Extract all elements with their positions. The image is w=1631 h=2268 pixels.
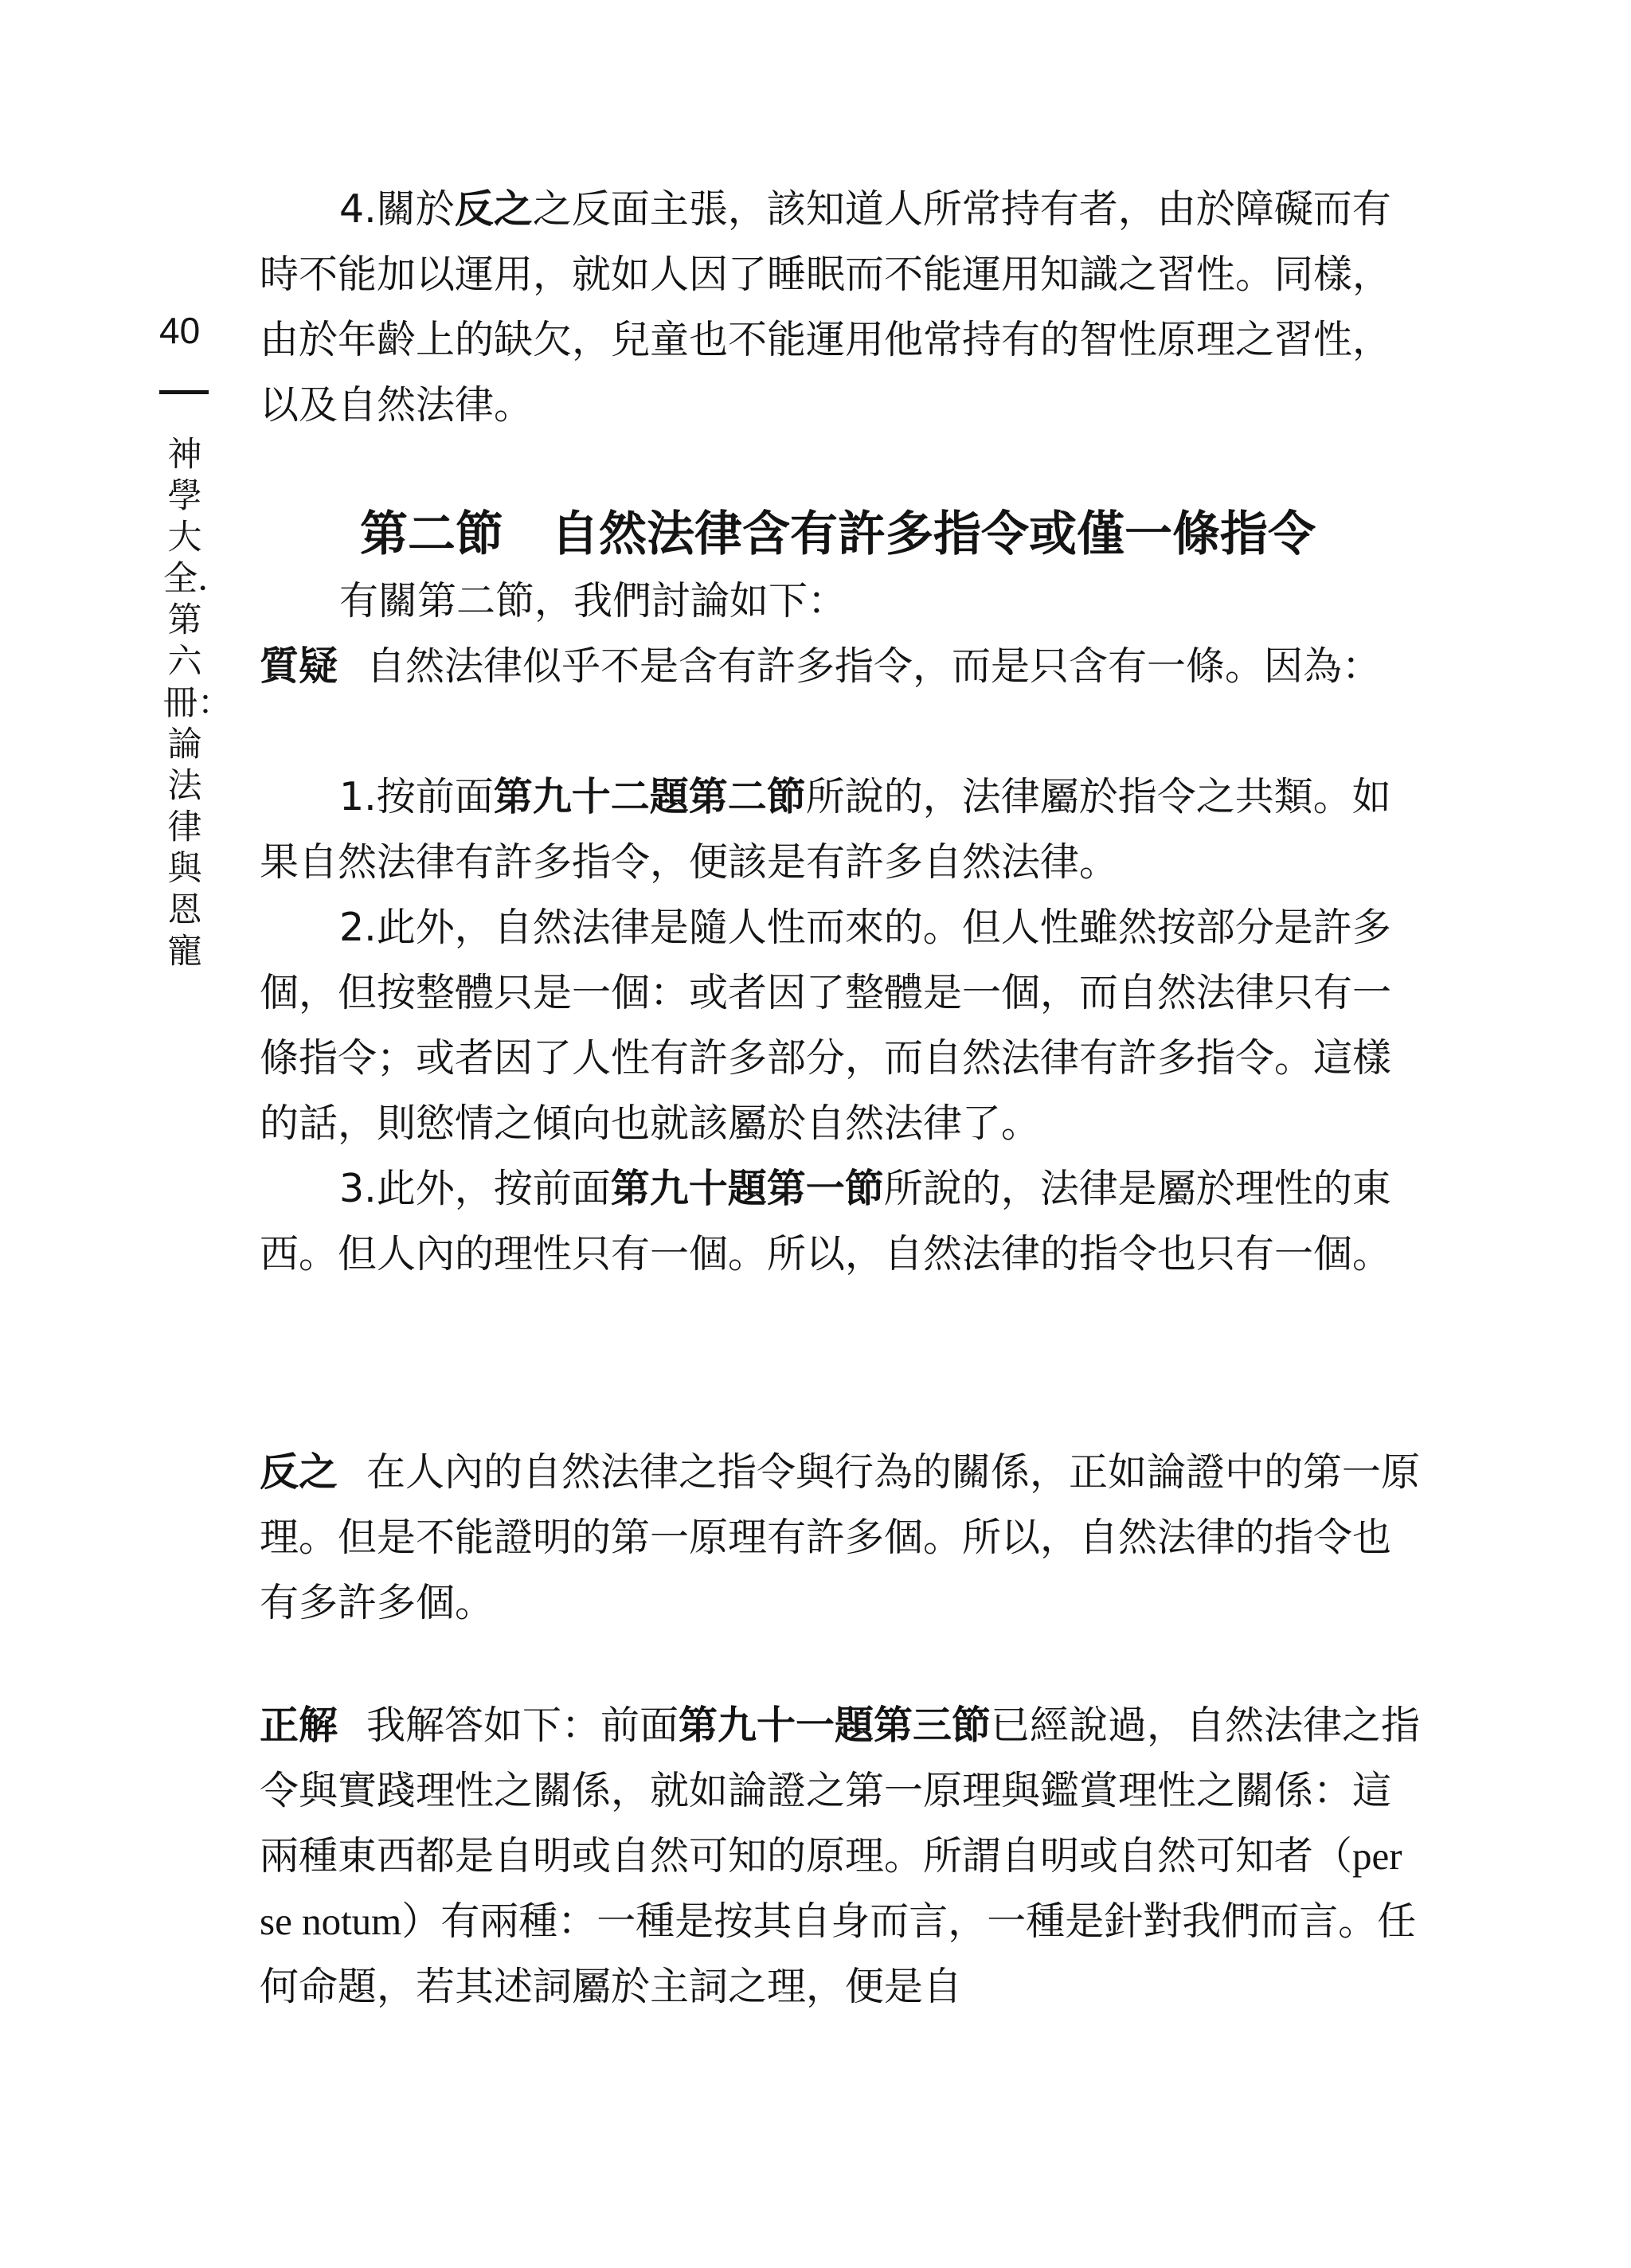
objection-3-rest: 所說的，法律是屬於理性的東西。但人內的理性只有一個。所以，自然法律的指令也只有一個。 [260, 1166, 1392, 1277]
answer-latin-term: per se notum [260, 1834, 1402, 1943]
section-heading [360, 502, 1427, 567]
paragraph-1-rest: 之反面主張，該知道人所常持有者，由於障礙而有時不能加以運用，就如人因了睡眠而不能運用知識之習性。同樣，由於年齡上的缺欠，兒童也不能運用他常持有的智性原理之習性，以及自然法律。 [260, 186, 1392, 428]
answer-lead: 我解答如下：前面 [366, 1703, 679, 1748]
running-title: 神學大全．第六冊：論法律與恩寵 [163, 435, 232, 972]
objection-3 [260, 1156, 1422, 1287]
section-intro [260, 569, 1422, 634]
objection-1-lead: 1.按前面 [339, 774, 494, 819]
objection-3-ref: 第九十題第一節 [610, 1166, 884, 1211]
objection-2 [260, 895, 1422, 1156]
answer-ref: 第九十一題第三節 [679, 1703, 992, 1748]
objection-paragraph [260, 634, 1422, 699]
objection-3-lead: 3.此外，按前面 [339, 1166, 611, 1211]
page-number: 40 [159, 310, 201, 351]
objection-1 [260, 764, 1422, 895]
contra-paragraph [260, 1440, 1422, 1636]
objection-label: 質疑 [260, 643, 338, 689]
contra-text: 在人內的自然法律之指令與行為的關係，正如論證中的第一原理。但是不能證明的第一原理有許多個。所以，自然法律的指令也有多許多個。 [260, 1449, 1421, 1625]
answer-paragraph [260, 1693, 1422, 2020]
objection-text: 自然法律似乎不是含有許多指令，而是只含有一條。因為： [366, 643, 1382, 689]
section-title: 自然法律含有許多指令或僅一條指令 [551, 506, 1316, 562]
paragraph-1-emph: 反之 [454, 186, 533, 232]
contra-label: 反之 [260, 1449, 338, 1495]
answer-mid: 已經說過，自然法律之指令與實踐理性之關係，就如論證之第一原理與鑑賞理性之關係：這兩種東西都是自明或自然可知的原理。所謂自明或自然可知者（ [260, 1703, 1421, 1879]
section-intro-text: 有關第二節，我們討論如下： [339, 578, 847, 624]
objection-1-ref: 第九十二題第二節 [493, 774, 806, 819]
section-number: 第二節 [360, 506, 503, 562]
objection-1-rest: 所說的，法律屬於指令之共類。如果自然法律有許多指令，便該是有許多自然法律。 [260, 774, 1391, 885]
answer-label: 正解 [260, 1703, 338, 1748]
margin-rule [159, 390, 209, 394]
paragraph-1-lead: 4.關於 [339, 186, 455, 232]
objection-2-text: 2.此外，自然法律是隨人性而來的。但人性雖然按部分是許多個，但按整體只是一個：或者因了整體是一個，而自然法律只有一條指令；或者因了人性有許多部分，而自然法律有許多指令。這樣的話，則慾情之傾向也就該屬於自然法律了。 [260, 905, 1392, 1146]
paragraph-1 [260, 177, 1422, 438]
answer-rest: ）有兩種：一種是按其自身而言，一種是針對我們而言。任何命題，若其述詞屬於主詞之理，便是自 [260, 1898, 1417, 2009]
